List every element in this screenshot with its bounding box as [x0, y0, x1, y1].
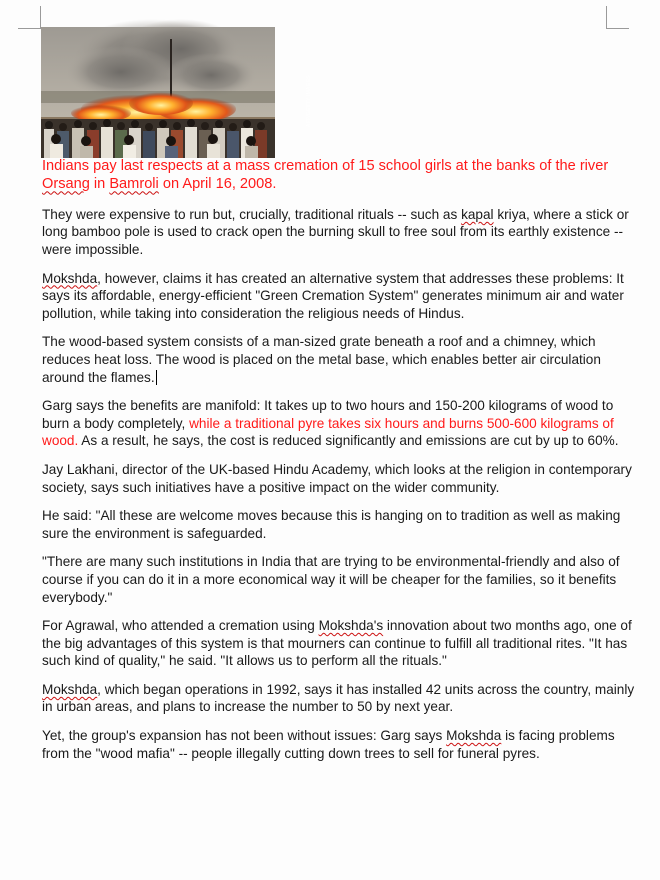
spellcheck-word[interactable]: Mokshda	[446, 728, 502, 744]
text-cursor	[156, 370, 158, 385]
paragraph-text: The wood-based system consists of a man-sized grate beneath a roof and a chimney, which reduces heat loss. The wood is placed on the metal base, which enables better air circulation around the flames.	[42, 334, 601, 385]
paragraph-text: , however, claims it has created an alternative system that addresses these problems: It says its affordable, energy-efficient "Green Cremation System" generates minimum air and water pollution, while taking into consideration the religious needs of Hindus.	[42, 270, 624, 321]
paragraph	[42, 206, 638, 259]
spellcheck-word[interactable]: Bamroli	[109, 176, 159, 193]
highlighted-text: while a traditional pyre takes six hours and burns 500-600 kilograms of wood.	[42, 415, 614, 449]
caption-text: in	[89, 176, 110, 193]
paragraph-text: For Agrawal, who attended a cremation using	[42, 618, 319, 634]
caption-text: Indians pay last respects at a mass cremation of 15 school girls at the banks of the river	[42, 158, 609, 174]
spellcheck-word[interactable]: Mokshda's	[318, 618, 384, 634]
crop-mark-top-right	[606, 6, 629, 29]
article-body	[42, 157, 638, 773]
paragraph-text: Jay Lakhani, director of the UK-based Hindu Academy, which looks at the religion in contemporary society, says such initiatives have a positive impact on the wider community.	[42, 461, 632, 495]
paragraph-text: As a result, he says, the cost is reduced significantly and emissions are cut by up to 60%.	[78, 433, 619, 449]
paragraph-text: They were expensive to run but, crucially, traditional rituals -- such as	[42, 206, 462, 222]
paragraph	[42, 507, 638, 542]
paragraph-text: innovation about two months ago, one of the big advantages of this system is that mourners can continue to fulfill all traditional rites. "It has such kind of quality," he said. "It allows us to perform all the rituals."	[42, 618, 632, 669]
crop-mark-top-left	[18, 6, 41, 29]
paragraph-text: kriya, where a stick or long bamboo pole is used to crack open the burning skull to free soul from its earthly existence -- were impossible.	[42, 206, 629, 257]
spellcheck-word[interactable]: kapal	[461, 206, 494, 222]
paragraph-text: Garg says the benefits are manifold: It takes up to two hours and 150-200 kilograms of wood to burn a body completely,	[42, 398, 614, 431]
paragraph-text: He said: "All these are welcome moves because this is hanging on to tradition as well as making sure the environment is safeguarded.	[42, 508, 621, 541]
cremation-photo[interactable]	[41, 27, 312, 158]
paragraph	[42, 727, 638, 762]
paragraph	[42, 397, 638, 450]
photo-caption	[42, 157, 638, 194]
paragraph	[42, 270, 638, 323]
cremation-photo-graphic	[41, 27, 275, 158]
paragraph	[42, 461, 638, 496]
photo-credit: AFP/GETTY IMAGES	[306, 75, 312, 127]
spellcheck-word[interactable]: Mokshda	[42, 270, 98, 286]
paragraph	[42, 617, 638, 670]
paragraph	[42, 553, 638, 606]
spellcheck-word[interactable]: Mokshda	[42, 681, 98, 697]
paragraph	[42, 333, 638, 386]
paragraph-text: Yet, the group's expansion has not been without issues: Garg says	[42, 728, 447, 744]
paragraph-text: , which began operations in 1992, says it has installed 42 units across the country, mainly in urban areas, and plans to increase the number to 50 by next year.	[42, 681, 635, 715]
paragraph-text: is facing problems from the "wood mafia" -- people illegally cutting down trees to sell for funeral pyres.	[42, 728, 615, 761]
paragraph	[42, 681, 638, 716]
paragraph-text: "There are many such institutions in India that are trying to be environmental-friendly and also of course if you can do it in a more economical way it will be cheaper for the families, so it benefits everybody."	[42, 554, 620, 605]
caption-text: on April 16, 2008.	[158, 176, 277, 193]
spellcheck-word[interactable]: Orsang	[42, 176, 90, 193]
